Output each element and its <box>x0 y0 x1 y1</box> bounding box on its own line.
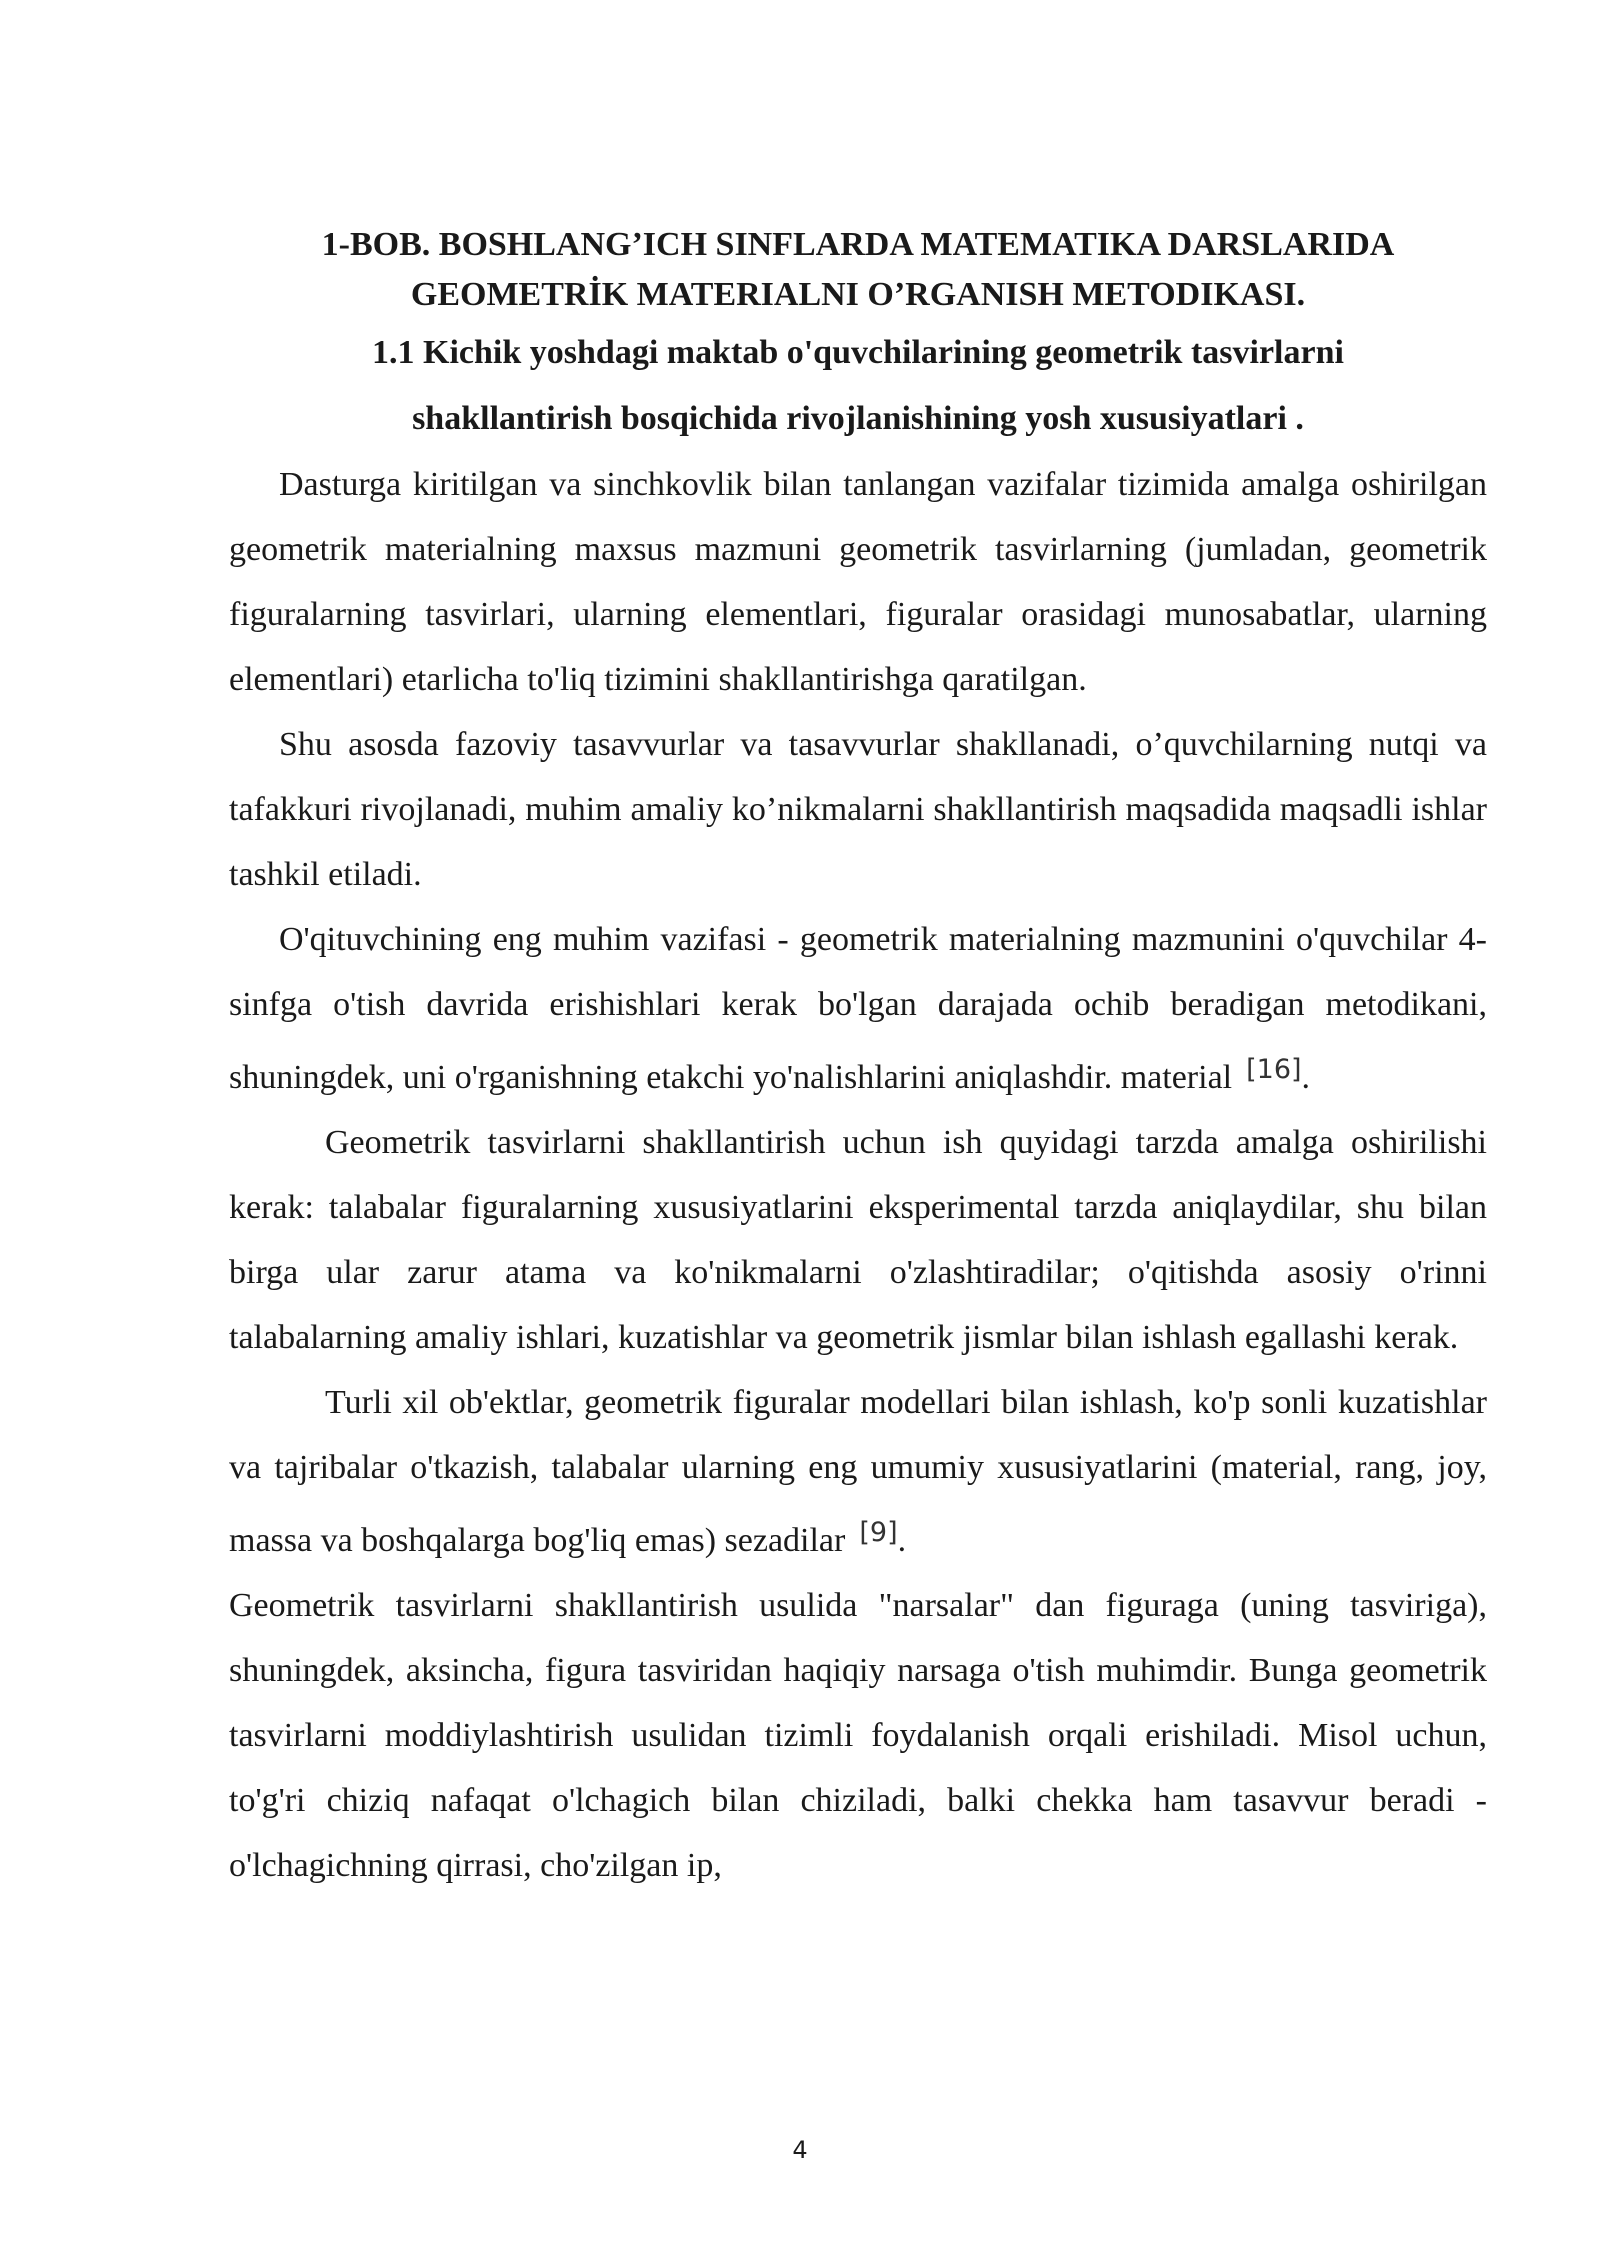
paragraph-5 <box>229 1370 1487 1573</box>
paragraph-1: Dasturga kiritilgan va sinchkovlik bilan tanlangan vazifalar tizimida amalga oshirilgan geometrik materialning maxsus mazmuni geometrik tasvirlarning (jumladan, geometrik figuralarning tasvirlari, ularning elementlari, figuralar orasidagi munosabatlar, ularning elementlari) etarlicha to'liq tizimini shakllantirishga qaratilgan. <box>229 466 1487 698</box>
chapter-heading-line-1: 1-BOB. BOSHLANG’ICH SINFLARDA MATEMATIKA DARSLARIDA <box>321 226 1395 263</box>
section-heading <box>229 320 1487 452</box>
paragraph-3-end: . <box>1301 1059 1311 1096</box>
chapter-heading-line-2: GEOMETRİK MATERIALNI O’RGANISH METODIKASI. <box>410 276 1306 313</box>
citation-16: [16] <box>1246 1054 1302 1085</box>
paragraph-2: Shu asosda fazoviy tasavvurlar va tasavvurlar shakllanadi, o’quvchilarning nutqi va tafakkuri rivojlanadi, muhim amaliy ko’nikmalarni shakllantirish maqsadida maqsadli ishlar tashkil etiladi. <box>229 726 1487 893</box>
page-number: 4 <box>792 2136 808 2164</box>
document-page <box>229 220 1487 1898</box>
paragraph-3 <box>229 907 1487 1110</box>
paragraph-5-text: Turli xil ob'ektlar, geometrik figuralar modellari bilan ishlash, ko'p sonli kuzatishlar va tajribalar o'tkazish, talabalar ularning eng umumiy xususiyatlarini (material, rang, joy, massa va boshqalarga bog'liq emas) sezadilar <box>229 1384 1487 1559</box>
chapter-heading <box>229 220 1487 320</box>
section-heading-line-1: 1.1 Kichik yoshdagi maktab o'quvchilarining geometrik tasvirlarni <box>372 334 1344 371</box>
citation-9: [9] <box>859 1517 898 1548</box>
section-heading-line-2: shakllantirish bosqichida rivojlanishining yosh xususiyatlari . <box>412 400 1304 437</box>
paragraph-3-text: O'qituvchining eng muhim vazifasi - geometrik materialning mazmunini o'quvchilar 4-sinfga o'tish davrida erishishlari kerak bo'lgan darajada ochib beradigan metodikani, shuningdek, uni o'rganishning etakchi yo'nalishlarini aniqlashdir. material <box>229 921 1487 1096</box>
paragraph-5-end: . <box>897 1522 907 1559</box>
paragraph-6: Geometrik tasvirlarni shakllantirish usulida "narsalar" dan figuraga (uning tasviriga), shuningdek, aksincha, figura tasviridan haqiqiy narsaga o'tish muhimdir. Bunga geometrik tasvirlarni moddiylashtirish usulidan tizimli foydalanish orqali erishiladi. Misol uchun, to'g'ri chiziq nafaqat o'lchagich bilan chiziladi, balki chekka ham tasavvur beradi - o'lchagichning qirrasi, cho'zilgan ip, <box>229 1587 1487 1884</box>
paragraph-4: Geometrik tasvirlarni shakllantirish uchun ish quyidagi tarzda amalga oshirilishi kerak: talabalar figuralarning xususiyatlarini eksperimental tarzda aniqlaydilar, shu bilan birga ular zarur atama va ko'nikmalarni o'zlashtiradilar; o'qitishda asosiy o'rinni talabalarning amaliy ishlari, kuzatishlar va geometrik jismlar bilan ishlash egallashi kerak. <box>229 1124 1487 1356</box>
